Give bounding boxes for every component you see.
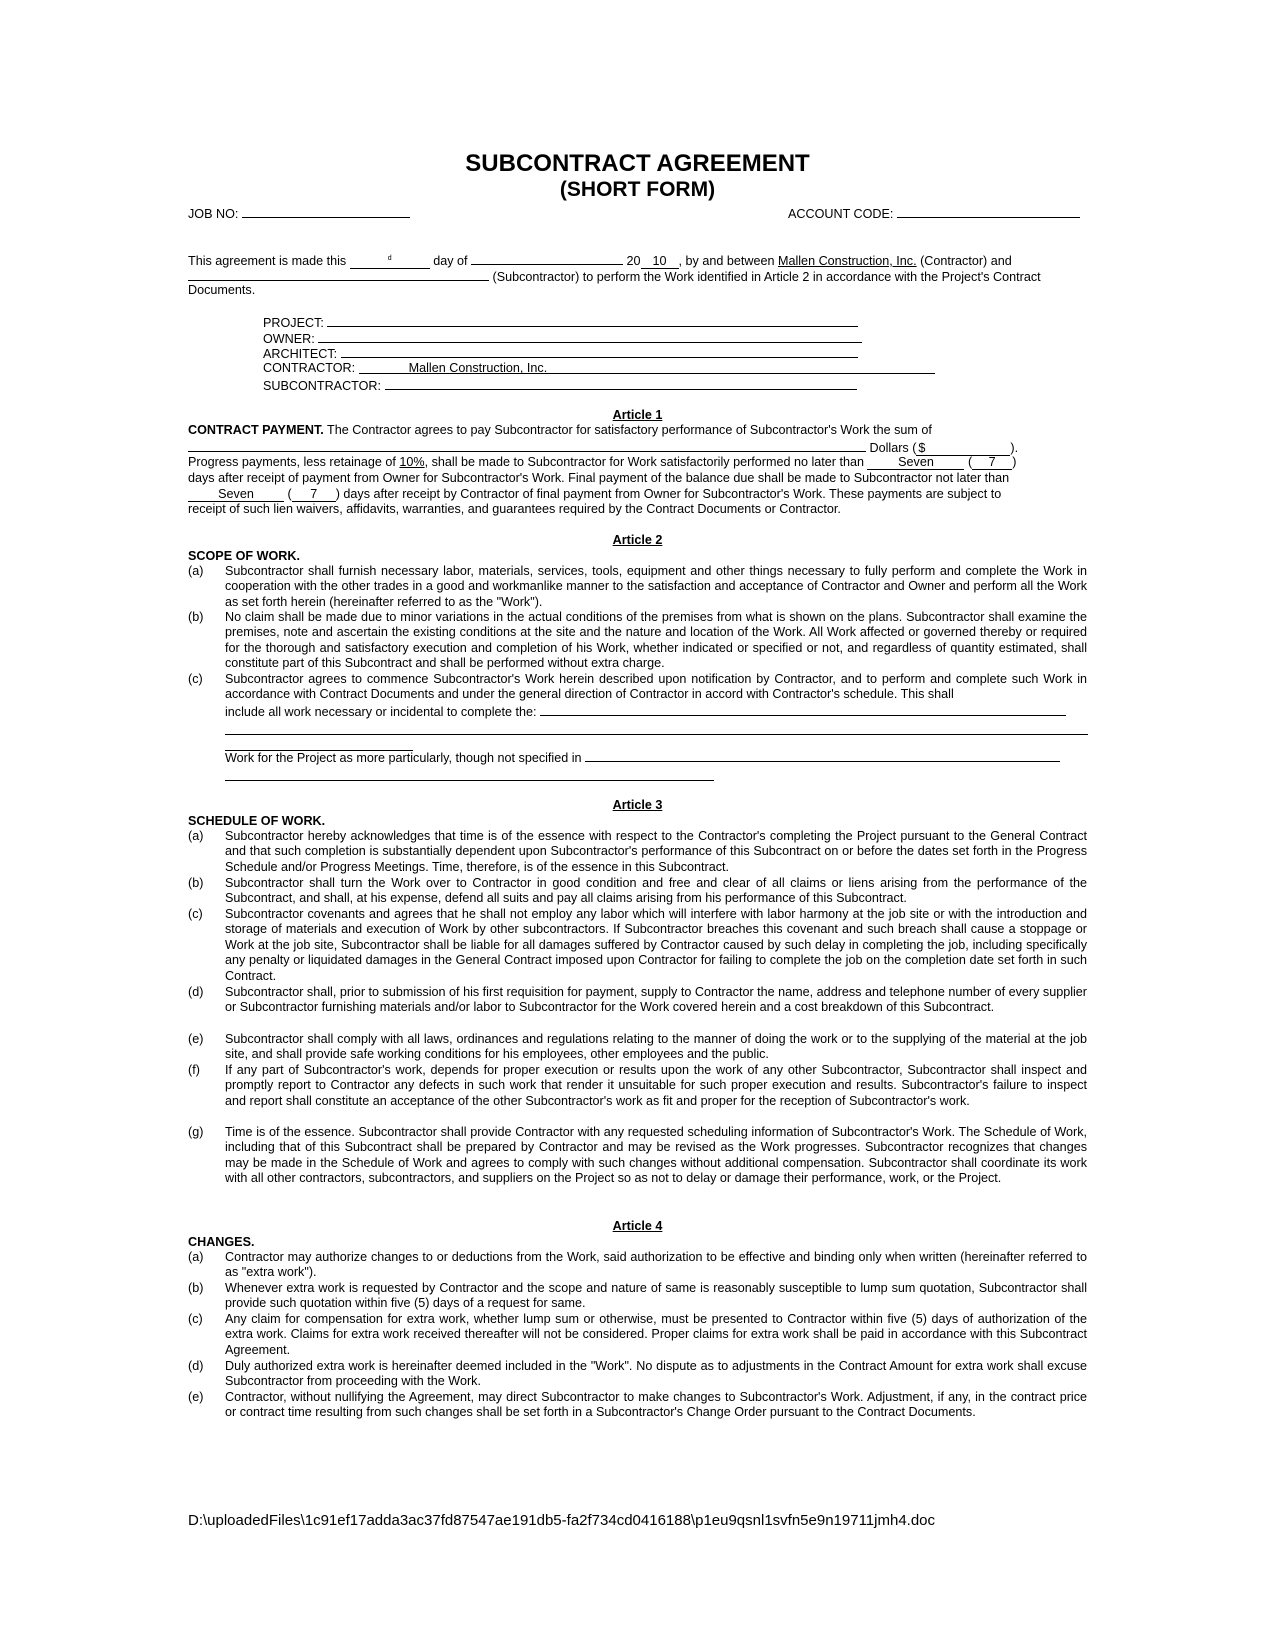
agreement-text: (Subcontractor) to perform the Work identified in Article 2 in accordance with the Project's Contract <box>492 270 1041 284</box>
article-1-heading: Article 1 <box>612 408 663 422</box>
item-label: (e) <box>188 1390 204 1404</box>
project-label: PROJECT: <box>263 316 324 330</box>
item-label: (e) <box>188 1032 204 1046</box>
article-2-heading: Article 2 <box>612 533 663 547</box>
article-1-line-1 <box>188 423 932 438</box>
item-label: (f) <box>188 1063 200 1077</box>
article-1-line-4: days after receipt of payment from Owner for Subcontractor's Work. Final payment of the balance due shall be made to Subcontractor not later than <box>188 471 1010 485</box>
item-label: (b) <box>188 610 204 624</box>
list-item <box>188 1250 1088 1281</box>
project-row <box>263 314 858 331</box>
amount-field[interactable] <box>916 442 1010 456</box>
architect-label: ARCHITECT: <box>263 347 338 361</box>
day-superscript: d <box>387 255 392 262</box>
list-item <box>188 672 1088 703</box>
agreement-text: (Contractor) and <box>920 254 1012 269</box>
job-no-field[interactable] <box>242 205 410 218</box>
project-field[interactable] <box>327 314 858 327</box>
contractor-field[interactable] <box>359 361 935 374</box>
list-item <box>188 876 1088 907</box>
item-text: Whenever extra work is requested by Contractor and the scope and nature of same is reasonably susceptible to lump sum quotation, Subcontractor shall provide such quotation within five (5) days of a request for same. <box>225 1281 1087 1311</box>
specification-line[interactable] <box>225 780 714 781</box>
owner-field[interactable] <box>318 330 862 343</box>
subcontractor-row <box>263 377 857 394</box>
item-label: (a) <box>188 1250 204 1264</box>
agreement-line-2 <box>188 268 1041 285</box>
article-1-text: Progress payments, less retainage of <box>188 455 396 469</box>
scope-line-c4 <box>225 749 1060 766</box>
item-text: Subcontractor shall furnish necessary labor, materials, services, tools, equipment and other things necessary to fully perform and complete the Work in cooperation with the other trades in a good and workmanlike manner to the satisfaction and acceptance of Contractor and Owner and perform all the Work as set forth herein (hereinafter referred to as the "Work"). <box>225 564 1087 609</box>
list-item <box>188 1390 1088 1437</box>
list-item <box>188 564 1088 611</box>
list-item <box>188 1063 1088 1125</box>
list-item <box>188 610 1088 672</box>
owner-label: OWNER: <box>263 332 315 346</box>
scope-of-work-heading: SCOPE OF WORK. <box>188 549 300 563</box>
item-text: If any part of Subcontractor's work, depends for proper execution or results upon the work of any other Subcontractor, Subcontractor shall inspect and promptly report to Contractor any defects in such work that render it unsuitable for such proper execution and results. Subcontractor's failure to inspect and report shall constitute an acceptance of the other Subcontractor's work as fit and proper for the reception of Subcontractor's work. <box>225 1063 1087 1108</box>
item-label: (a) <box>188 564 204 578</box>
article-1-text: days after receipt by Contractor of final payment from Owner for Subcontractor's Work. These payments are subject to <box>343 487 1002 501</box>
article-1-line-2 <box>188 439 1018 456</box>
list-item <box>188 829 1088 876</box>
list-item <box>188 1125 1088 1203</box>
article-1-line-6: receipt of such lien waivers, affidavits, warranties, and guarantees required by the Contract Documents or Contractor. <box>188 502 841 516</box>
account-code-label: ACCOUNT CODE: <box>788 207 894 221</box>
changes-heading: CHANGES. <box>188 1235 255 1249</box>
item-label: (b) <box>188 1281 204 1295</box>
final-days-words[interactable]: Seven <box>188 488 284 502</box>
item-label: (a) <box>188 829 204 843</box>
month-field[interactable] <box>471 252 623 265</box>
contractor-row <box>263 361 935 376</box>
architect-field[interactable] <box>341 345 858 358</box>
item-text: Subcontractor agrees to commence Subcontractor's Work herein described upon notification by Contractor, and to perform and complete such Work in accordance with Contract Documents and under the general direction of Contractor in accord with Contractor's schedule. This shall <box>225 672 1087 702</box>
article-1-text: , shall be made to Subcontractor for Work satisfactorily performed no later than <box>424 455 864 469</box>
final-days-number[interactable]: 7 <box>292 488 336 502</box>
item-label: (c) <box>188 672 203 686</box>
item-label: (d) <box>188 1359 204 1373</box>
dollars-label: Dollars ( <box>869 441 917 455</box>
dollar-sign: $ <box>918 441 926 455</box>
list-item <box>188 1281 1088 1312</box>
close-paren: ). <box>1010 441 1019 455</box>
list-item <box>188 1032 1088 1063</box>
specification-field[interactable] <box>585 749 1060 762</box>
agreement-text: day of <box>433 254 468 269</box>
article-1-line-5: Seven ( 7 ) days after receipt by Contractor of final payment from Owner for Subcontractor's Work. These payments are subject to <box>188 487 1001 502</box>
day-field[interactable] <box>350 252 430 269</box>
list-item <box>188 1359 1088 1390</box>
contractor-label: CONTRACTOR: <box>263 361 356 375</box>
article-1-line-3: Progress payments, less retainage of 10%, shall be made to Subcontractor for Work satisfactorily performed no later than Seven ( 7 ) <box>188 455 1017 469</box>
document-subtitle: (SHORT FORM) <box>559 178 716 201</box>
year-field[interactable]: 10 <box>641 255 679 269</box>
retainage-value: 10% <box>399 455 425 469</box>
item-text: Subcontractor shall turn the Work over to Contractor in good condition and free and clear of all claims or liens arising from the performance of the Subcontract, and shall, at his expense, defend all suits and pay all claims arising from his performance of this Subcontract. <box>225 876 1087 906</box>
agreement-line-1 <box>188 252 1012 269</box>
schedule-of-work-heading: SCHEDULE OF WORK. <box>188 814 326 828</box>
progress-days-words[interactable]: Seven <box>867 456 964 470</box>
item-text: No claim shall be made due to minor variations in the actual conditions of the premises from what is shown on the plans. Subcontractor shall examine the premises, note and ascertain the existing conditions at the site and the nature and location of the Work. All Work affected or governed thereby or required for the thorough and satisfactory execution and completion of his Work, whether indicated or specified or not, and regardless of quantity estimated, shall constitute part of this Subcontract and shall be performed without extra charge. <box>225 610 1087 671</box>
scope-description-field[interactable] <box>540 703 1066 716</box>
contractor-name: Mallen Construction, Inc. <box>777 254 917 269</box>
item-text: Duly authorized extra work is hereinafter deemed included in the "Work". No dispute as to adjustments in the Contract Amount for extra work shall excuse Subcontractor from proceeding with the Work. <box>225 1359 1087 1389</box>
article-3-heading: Article 3 <box>612 798 663 812</box>
item-label: (c) <box>188 1312 203 1326</box>
amount-words-field[interactable] <box>188 439 866 452</box>
list-item <box>188 1312 1088 1359</box>
list-item <box>188 907 1088 985</box>
item-text: Time is of the essence. Subcontractor shall provide Contractor with any requested scheduling information of Subcontractor's Work. The Schedule of Work, including that of this Subcontract shall be prepared by Contractor and may be revised as the Work progresses. Subcontractor recognizes that changes may be made in the Schedule of Work and agrees to comply with such changes without additional compensation. Subcontractor shall coordinate its work with all other contractors, subcontractors, and suppliers on the Project so as not to delay or damage their performance, work, or the Project. <box>225 1125 1087 1186</box>
subcontractor-field[interactable] <box>385 377 857 390</box>
agreement-line-3: Documents. <box>188 283 256 297</box>
footer-file-path: D:\uploadedFiles\1c91ef17adda3ac37fd87547ae191db5-fa2f734cd0416188\p1eu9qsnl1svfn5e9n19711jmh4.doc <box>188 1512 936 1529</box>
item-text: Subcontractor covenants and agrees that he shall not employ any labor which will interfere with labor harmony at the job site or with the introduction and storage of materials and execution of Work by other subcontractors. If Subcontractor breaches this covenant and such breach shall cause a stoppage or Work at the job site, Subcontractor shall be liable for all damages suffered by Contractor caused by such delay in completing the job, including specifically any penalty or liquidated damages in the General Contract imposed upon Contractor for failing to complete the job on the completion date set forth in such Contract. <box>225 907 1087 983</box>
article-1-text: The Contractor agrees to pay Subcontractor for satisfactory performance of Subcontractor's Work the sum of <box>327 423 932 437</box>
year-prefix: 20 <box>626 254 641 269</box>
item-text: Subcontractor hereby acknowledges that time is of the essence with respect to the Contractor's completing the Project pursuant to the General Contract and that such completion is substantially dependent upon Subcontractor's performance of this Subcontract on or before the dates set forth in the Progress Schedule and/or Progress Meetings. Time, therefore, is of the essence in this Subcontract. <box>225 829 1087 874</box>
item-text: include all work necessary or incidental to complete the: <box>225 705 537 719</box>
contract-payment-heading: CONTRACT PAYMENT. <box>188 423 324 437</box>
progress-days-number[interactable]: 7 <box>972 456 1012 470</box>
item-text: Contractor may authorize changes to or deductions from the Work, said authorization to be effective and binding only when written (hereinafter referred to as "extra work"). <box>225 1250 1087 1280</box>
item-label: (b) <box>188 876 204 890</box>
agreement-text: This agreement is made this <box>188 254 347 269</box>
job-no-label: JOB NO: <box>188 207 239 221</box>
contractor-value: Mallen Construction, Inc. <box>408 361 548 375</box>
agreement-text: , by and between <box>678 254 775 269</box>
item-text: Work for the Project as more particularly, though not specified in <box>225 751 582 765</box>
list-item <box>188 985 1088 1032</box>
job-no-row <box>188 205 410 222</box>
scope-description-line[interactable] <box>225 734 1088 735</box>
account-code-row <box>788 205 1080 222</box>
item-text: Contractor, without nullifying the Agreement, may direct Subcontractor to make changes to Subcontractor's Work. Adjustment, if any, in the contract price or contract time resulting from such changes shall be set forth in a Subcontractor's Change Order pursuant to the Contract Documents. <box>225 1390 1087 1420</box>
architect-row <box>263 345 858 362</box>
subcontractor-name-field[interactable] <box>188 268 489 281</box>
item-text: Any claim for compensation for extra work, whether lump sum or otherwise, must be presented to Contractor within five (5) days of authorization of the extra work. Claims for extra work received thereafter will not be considered. Proper claims for extra work shall be paid in accordance with this Subcontract Agreement. <box>225 1312 1087 1357</box>
item-label: (d) <box>188 985 204 999</box>
item-text: Subcontractor shall comply with all laws, ordinances and regulations relating to the manner of doing the work or to the supplying of the material at the job site, and shall provide safe working conditions for his employees, other employees and the public. <box>225 1032 1087 1062</box>
item-label: (c) <box>188 907 203 921</box>
document-title: SUBCONTRACT AGREEMENT <box>465 150 810 177</box>
account-code-field[interactable] <box>897 205 1080 218</box>
item-text: Subcontractor shall, prior to submission of his first requisition for payment, supply to Contractor the name, address and telephone number of every supplier or Subcontractor furnishing materials and/or labor to Subcontractor for the Work covered herein and a cost breakdown of this Subcontract. <box>225 985 1087 1015</box>
article-4-heading: Article 4 <box>612 1219 663 1233</box>
subcontractor-label: SUBCONTRACTOR: <box>263 379 382 393</box>
item-label: (g) <box>188 1125 204 1139</box>
scope-line-c3 <box>225 703 1066 720</box>
